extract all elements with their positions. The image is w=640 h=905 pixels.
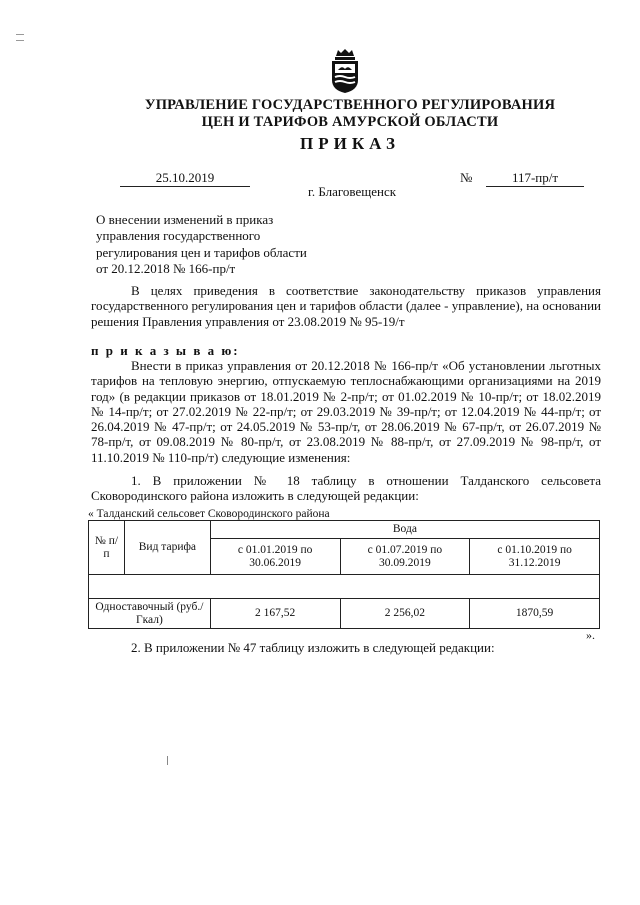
table-row-empty [89,575,600,599]
period-3: с 01.10.2019 по 31.12.2019 [470,539,600,575]
subject-line: О внесении изменений в приказ [96,212,274,227]
paragraph-1: Внести в приказ управления от 20.12.2018 № 166-пр/т «Об установлении льготных тарифов на тепловую энергию, отпускаемую теплоснабжающими организациями на 2019 год» (в редакции приказов от 18.01.2019 № 2-пр/т; от 01.02.2019 № 10-пр/т; от 18.02.2019 № 14-пр/т; от 27.02.2019 № 22-пр/т; от 29.03.2019 № 39-пр/т; от 12.04.2019 № 44-пр/т; от 26.04.2019 № 47-пр/т; от 24.05.2019 № 53-пр/т, от 28.06.2019 № 67-пр/т, от 26.07.2019 № 78-пр/т, от 09.08.2019 № 80-пр/т, от 23.08.2019 № 88-пр/т, от 27.09.2019 № 98-пр/т, от 11.10.2019 № 110-пр/т) следующие изменения: [91,358,601,465]
scan-mark [16,34,24,35]
value-cell-1: 2 167,52 [210,599,340,629]
subject-line: от 20.12.2018 № 166-пр/т [96,260,236,276]
document-type-title: ПРИКАЗ [300,134,400,153]
number-sign: № [460,170,473,185]
header-tariff-type: Вид тарифа [124,521,210,575]
scan-mark [167,756,168,765]
closing-quote: ». [586,628,595,642]
paragraph-1-1: 1. В приложении № 18 таблицу в отношении Талданского сельсовета Сковородинского района изложить в следующей редакции: [91,473,601,504]
subject-line: управления государственного [96,228,261,244]
header-no: № п/п [89,521,125,575]
order-date: 25.10.2019 [120,170,250,187]
empty-cell [89,575,600,599]
tariff-table [88,520,600,629]
city: г. Благовещенск [308,184,397,199]
table-header-row [89,521,600,539]
value-cell-2: 2 256,02 [340,599,470,629]
order-number: 117-пр/т [486,170,584,187]
table-caption: « Талданский сельсовет Сковородинского района [88,508,330,520]
table-row [89,599,600,629]
organization-name-line1: УПРАВЛЕНИЕ ГОСУДАРСТВЕННОГО РЕГУЛИРОВАНИЯ [144,97,556,113]
amur-coat-of-arms-icon [329,48,361,94]
scan-mark [16,40,24,41]
preamble-paragraph: В целях приведения в соответствие законодательству приказов управления государственного регулирования цен и тарифов области (далее - управление), на основании решения Правления управления от 23.08.2019 № 95-19/т [91,283,601,329]
organization-name-line2: ЦЕН И ТАРИФОВ АМУРСКОЙ ОБЛАСТИ [201,114,499,130]
period-2: с 01.07.2019 по 30.09.2019 [340,539,470,575]
period-1: с 01.01.2019 по 30.06.2019 [210,539,340,575]
order-subject [96,212,356,277]
paragraph-2: 2. В приложении № 47 таблицу изложить в следующей редакции: [131,640,495,655]
header-water: Вода [210,521,599,539]
order-word: п р и к а з ы в а ю: [91,343,240,358]
subject-line: регулирования цен и тарифов области [96,244,307,260]
value-cell-3: 1870,59 [470,599,600,629]
tariff-type-cell: Одноставочный (руб./Гкал) [89,599,211,629]
